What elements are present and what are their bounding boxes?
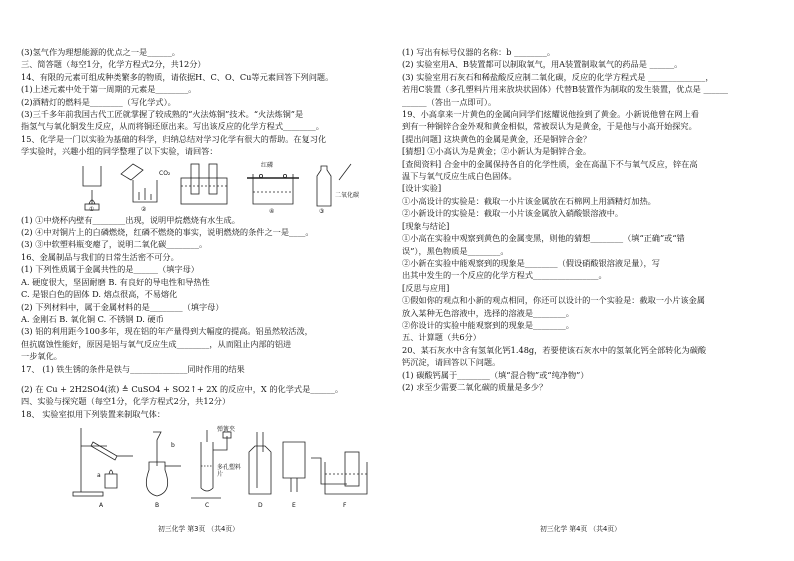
q15-part3: (3) ③中软塑料瓶变瘪了，说明二氧化碳________。 [21,239,208,250]
q14-part1: (1)上述元素中处于第一周期的元素是________。 [21,84,197,95]
q15-part2: (2) ④中对铜片上的白磷燃烧，红磷不燃烧的事实，说明燃烧的条件之一是____。 [21,227,314,238]
q15-stem-b: 学实验时，兴趣小组的同学整理了以下实验，请回答： [21,146,218,157]
apparatus-letter-e: E [292,502,296,510]
apparatus-drawings [21,422,383,510]
q18-part3-a: (3) 实验室用石灰石和稀盐酸反应制二氧化碳，反应的化学方程式是 ______________， [402,71,714,82]
apparatus-letter-b: B [155,502,160,510]
q20-stem-a: 20、某石灰水中含有氢氧化钙1.48g，若要使该石灰水中的氢氧化钙全部转化为碳酸 [402,344,707,355]
q19-result-2a: ②小新在实验中能观察到的现象是________（假设硝酸银溶液足量），写 [402,257,660,268]
q16-part3-a: (3) 铝的利用距今100多年，现在铝的年产量得到大幅度的提高。铝虽然较活泼， [21,326,313,337]
q14-part3-b: 指氢气与氧化铜发生反应，从而将铜还原出来。写出该反应的化学方程式________。 [21,121,324,132]
section5-heading: 五、计算题（共6分） [402,332,481,343]
q19-reflection-1b: 放入某种无色溶液中，选择的溶液是________。 [402,307,574,318]
q18-part1: (1) 写出有标号仪器的名称：b ________。 [402,47,556,57]
q19-reflection-heading: [反思与应用] [402,282,450,293]
q20-part2: (2) 求至少需要二氧化碳的质量是多少？ [402,381,548,392]
q19-design-1: ①小高设计的实验是：截取一小片该金属放在石棉网上用酒精灯加热。 [402,195,656,206]
q18-stem: 18、 实验室拟用下列装置来制取气体： [21,408,166,419]
electrolysis-drawing [181,164,227,204]
co2-pour-drawing [121,164,157,202]
copper-plate-drawing [247,174,299,204]
section3-heading: 三、简答题（每空1分，化学方程式2分，共12分） [21,59,206,70]
q15-part1: (1) ①中烧杯内壁有________出现，说明甲烷燃烧有水生成。 [21,214,240,225]
fig-label-1: ① [89,205,95,213]
left-column [21,46,383,510]
apparatus-b-drawing [146,432,181,496]
q18-part3-b: 若用C装置（多孔塑料片用来放块状固体）代替B装置作为制取的发生装置，优点是 ______ [402,84,729,95]
q20-part1: (1) 碳酸钙属于________（填“混合物”或“纯净物”） [402,369,589,380]
label-a: a [97,472,101,480]
apparatus-d-drawing [249,432,271,494]
apparatus-letter-a: A [99,502,104,510]
q19-result-1b: 误”），黑色物质是________。 [402,245,509,256]
left-page-footer: 初三化学 第3页 （共4页） [158,525,239,533]
q19-design-heading: [设计实验] [402,183,442,194]
q16-options-cd: C. 是银白色的固体 D. 熔点很高，不易熔化 [21,289,178,300]
fig-label-4: ④ [269,207,275,215]
q20-stem-b: 钙沉淀，请回答以下问题。 [402,357,501,368]
q19-stem-a: 19、小高拿来一片黄色的金属向同学们炫耀说他捡到了黄金。小新说他曾在网上看 [402,109,699,120]
q19-reflection-1a: ①假如你的观点和小新的观点相同，你还可以设计的一个实验是：截取一小片该金属 [402,295,705,306]
q16-part2-options: A. 金刚石 B. 氧化铜 C. 不锈钢 D. 硬币 [21,313,164,324]
apparatus-a-drawing [73,428,133,496]
q19-design-2: ②小新设计的实验是：截取一小片该金属放入硝酸银溶液中。 [402,208,624,219]
q16-options-ab: A. 硬度很大，坚固耐磨 B. 有良好的导电性和导热性 [21,276,210,287]
section4-heading: 四、实验与探究题（每空1分，化学方程式2分，共12分） [21,396,231,407]
q18-apparatus-figure [21,422,383,510]
label-perforated-plate: 多孔塑料片 [217,464,242,479]
q19-question: [提出问题] 这块黄色的金属是黄金，还是铜锌合金？ [402,133,592,144]
right-page-footer: 初三化学 第4页 （共4页） [540,525,621,533]
q15-stem-a: 15、化学是一门以实验为基础的科学，归纳总结对学习化学有很大的帮助。在复习化 [21,133,327,144]
q14-part3-a: (3)三千多年前我国古代工匠就掌握了较成熟的“火法炼铜”技术。“火法炼铜”是 [21,109,304,120]
q15-experiment-figure [21,160,383,215]
q19-stem-b: 到有一种铜锌合金外观和黄金相似，常被误认为是黄金，于是他与小高开始探究。 [402,121,697,132]
q19-results-heading: [现象与结论] [402,220,450,231]
q19-reference-a: [查阅资料] 合金中的金属保持各自的化学性质，金在高温下不与氧气反应，锌在高 [402,158,698,169]
q17-part2: (2) 在 Cu + 2H2SO4(浓) ≜ CuSO4 + SO2↑+ 2X 的反应中，X 的化学式是______。 [21,383,344,394]
q19-result-1a: ①小高在实验中观察到黄色的金属变黑，则他的猜想________（填“正确”或“错 [402,233,685,244]
q18-part2: (2) 实验室用A、B装置都可以制取氧气，用A装置制取氧气的药品是 ______。 [402,59,683,70]
q14-part2: (2)酒精灯的燃料是________（写化学式）。 [21,96,176,107]
fig-label-red-phosphorus: 红磷 [261,161,274,169]
q14-stem: 14、有限的元素可组成种类繁多的物质，请依据H、C、O、Cu等元素回答下列问题。 [21,71,334,82]
right-column [402,46,776,393]
apparatus-letter-f: F [343,502,347,510]
q19-result-2b: 出其中发生的一个反应的化学方程式________________。 [402,270,607,281]
q16-part2: (2) 下列材料中，属于金属材料的是________（填字母） [21,301,224,312]
apparatus-f-drawing [311,452,367,494]
q16-stem: 16、金属制品与我们的日常生活密不可分。 [21,251,179,262]
experiment-drawings [21,160,383,212]
q19-reflection-2: ②你设计的实验中能观察到的现象是________。 [402,319,574,330]
q16-part3-c: 一步氧化。 [21,351,62,362]
q13-part3: (3)氢气作为理想能源的优点之一是______。 [21,47,180,57]
fig-label-3: ③ [319,207,325,215]
q16-part1: (1) 下列性质属于金属共性的是______（填字母） [21,264,199,275]
q19-reference-b: 温下与氧气反应生成白色固体。 [402,171,517,182]
apparatus-e-drawing [283,442,305,492]
fig-label-co2: CO₂ [159,169,171,177]
q16-part3-b: 但抗腐蚀性能好，原因是铝与氧气反应生成________，从而阻止内部的铝进 [21,338,292,349]
q17-part1: 17、 (1) 铁生锈的条件是铁与______________同时作用的结果 [21,363,245,374]
apparatus-letter-d: D [258,502,263,510]
q18-part3-c: ______（答出一点即可）。 [402,96,497,107]
label-b: b [171,442,175,450]
label-spring-clip: 弹簧夹 [217,426,236,434]
fig-label-carbon-dioxide: 二氧化碳 [335,191,360,199]
apparatus-letter-c: C [205,502,210,510]
q19-hypothesis: [猜想] ①小高认为是黄金；②小新认为是铜锌合金。 [402,146,592,157]
fig-label-2: ② [141,205,147,213]
